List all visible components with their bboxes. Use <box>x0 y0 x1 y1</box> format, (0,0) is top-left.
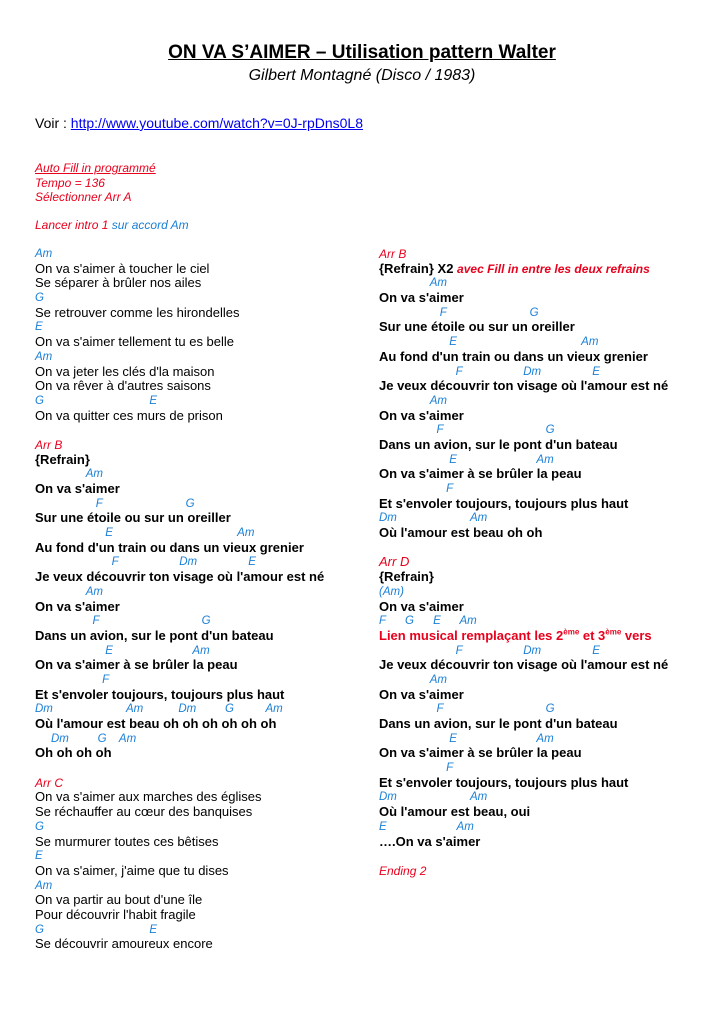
refrain-line: Et s'envoler toujours, toujours plus haut <box>35 686 285 702</box>
chord-line: G <box>35 292 44 305</box>
chord-line: F G <box>35 497 195 510</box>
chord-line: E Am <box>379 732 554 745</box>
chord-line: F Dm E <box>379 365 600 378</box>
chord-line: F <box>35 673 110 686</box>
lyric-line: Se séparer à brûler nos ailes <box>35 275 202 291</box>
refrain-line: ….On va s'aimer <box>379 833 481 849</box>
intro-instruction <box>35 218 189 232</box>
lien-text-mid: et 3 <box>579 627 606 643</box>
refrain-line: On va s'aimer à se brûler la peau <box>379 466 582 482</box>
refrain-x2-line <box>379 262 719 277</box>
chord-line: Am <box>379 394 447 407</box>
superscript: ème <box>563 627 580 637</box>
chord-line: F G E Am <box>379 615 477 628</box>
chord-line: E Am <box>35 644 210 657</box>
refrain-line: Oh oh oh oh <box>35 745 112 761</box>
section-label: Ending 2 <box>379 863 427 878</box>
refrain-line: Je veux découvrir ton visage où l'amour est né <box>379 657 669 673</box>
right-column <box>379 247 719 879</box>
chord-line: Dm Am <box>379 791 488 804</box>
refrain-line: Sur une étoile ou sur un oreiller <box>379 319 575 335</box>
refrain-line: Dans un avion, sur le pont d'un bateau <box>35 627 274 643</box>
refrain-line: On va s'aimer <box>379 598 464 614</box>
section-label: Arr C <box>35 775 63 790</box>
refrain-line: Où l'amour est beau oh oh <box>379 525 543 541</box>
lyric-line: Se murmurer toutes ces bêtises <box>35 833 219 849</box>
section-label: Arr B <box>35 437 63 452</box>
refrain-line: Je veux découvrir ton visage où l'amour est né <box>379 378 669 394</box>
refrain-line: On va s'aimer à se brûler la peau <box>379 745 582 761</box>
refrain-line: Et s'envoler toujours, toujours plus haut <box>379 774 629 790</box>
spacer <box>35 423 355 438</box>
lien-text-end: vers <box>621 627 652 643</box>
lyric-line: Se réchauffer au cœur des banquises <box>35 804 253 820</box>
chord-line: E Am <box>379 453 554 466</box>
lyric-line: On va s'aimer aux marches des églises <box>35 789 262 805</box>
chord-line: Am <box>35 879 53 892</box>
refrain-line: Au fond d'un train ou dans un vieux grenier <box>35 539 304 555</box>
chord-line: Am <box>35 468 103 481</box>
chord-line: F <box>379 762 454 775</box>
section-label: Arr B <box>379 247 407 261</box>
refrain-line: Dans un avion, sur le pont d'un bateau <box>379 436 618 452</box>
chord-line: F G <box>379 424 555 437</box>
lyric-line: Se découvrir amoureux encore <box>35 936 213 952</box>
chord-line: G <box>35 820 44 833</box>
refrain-line: On va s'aimer <box>379 290 464 306</box>
intro-suffix: sur accord Am <box>111 218 189 232</box>
lyric-line: On va partir au bout d'une île <box>35 892 203 908</box>
refrain-line: Sur une étoile ou sur un oreiller <box>35 510 231 526</box>
refrain-line: On va s'aimer <box>379 686 464 702</box>
chord-line: Am <box>379 277 447 290</box>
lyric-line: Pour découvrir l'habit fragile <box>35 906 196 922</box>
youtube-link[interactable]: http://www.youtube.com/watch?v=0J-rpDns0L8 <box>70 115 363 131</box>
chord-line: Am <box>35 585 103 598</box>
chord-line: E <box>35 850 43 863</box>
lyric-line: On va rêver à d'autres saisons <box>35 378 211 394</box>
section-label: Arr D <box>379 554 410 570</box>
chord-line: G E <box>35 394 158 407</box>
superscript: ème <box>605 627 622 637</box>
setting-arr: Sélectionner Arr A <box>35 190 132 204</box>
lyric-line: Se retrouver comme les hirondelles <box>35 304 240 320</box>
chord-line: F <box>379 483 454 495</box>
refrain-line: On va s'aimer <box>379 407 464 423</box>
chord-line: Dm G Am <box>35 732 137 745</box>
spacer <box>379 849 719 864</box>
document-title: ON VA S’AIMER – Utilisation pattern Walter <box>168 42 556 63</box>
refrain-line: Où l'amour est beau, oui <box>379 804 531 820</box>
refrain-line: On va s'aimer à se brûler la peau <box>35 657 238 673</box>
setting-tempo: Tempo = 136 <box>35 176 105 190</box>
spacer <box>379 541 719 556</box>
refrain-line: Dans un avion, sur le pont d'un bateau <box>379 716 618 731</box>
chord-line: E <box>35 321 43 334</box>
chord-line: F Dm E <box>35 556 256 569</box>
refrain-line: On va s'aimer <box>35 481 120 496</box>
refrain-line: Je veux découvrir ton visage où l'amour est né <box>35 569 325 585</box>
setting-autofill: Auto Fill in programmé <box>35 161 156 175</box>
lien-text: Lien musical remplaçant les 2 <box>379 627 564 643</box>
refrain-x2-label: {Refrain} X2 <box>379 260 458 276</box>
lyric-line: On va s'aimer à toucher le ciel <box>35 260 210 276</box>
chord-line: Am <box>379 673 447 686</box>
chord-line: G E <box>35 923 158 936</box>
document-subtitle: Gilbert Montagné (Disco / 1983) <box>248 67 476 84</box>
fill-note: avec Fill in entre les deux refrains <box>457 261 650 276</box>
chord-line: Am <box>35 248 53 260</box>
chord-line: Dm Am <box>379 512 488 525</box>
chord-line: F G <box>379 703 555 716</box>
chord-line: E Am <box>35 527 255 540</box>
lyric-line: On va s'aimer tellement tu es belle <box>35 334 235 350</box>
video-link-row <box>35 115 363 131</box>
refrain-line: Où l'amour est beau oh oh oh oh oh oh <box>35 716 277 731</box>
voir-label: Voir : <box>35 115 71 131</box>
chord-line: F G <box>379 306 539 319</box>
chord-line: E Am <box>379 336 599 349</box>
lien-musical-line <box>379 629 719 644</box>
chord-line: (Am) <box>379 585 404 598</box>
refrain-line: {Refrain} <box>35 451 90 467</box>
chord-line: Dm Am Dm G Am <box>35 703 283 716</box>
chord-line: F Dm E <box>379 644 600 657</box>
refrain-line: Au fond d'un train ou dans un vieux grenier <box>379 348 648 364</box>
lyric-line: On va jeter les clés d'la maison <box>35 363 215 379</box>
spacer <box>35 761 355 776</box>
refrain-line: {Refrain} <box>379 569 434 585</box>
left-column <box>35 247 355 952</box>
lyric-line: On va quitter ces murs de prison <box>35 407 223 423</box>
refrain-line: Et s'envoler toujours, toujours plus haut <box>379 495 629 511</box>
intro-prefix: Lancer intro 1 <box>35 218 112 232</box>
refrain-line: On va s'aimer <box>35 598 120 614</box>
chord-line: Am <box>35 350 53 363</box>
lyric-line: On va s'aimer, j'aime que tu dises <box>35 862 229 878</box>
chord-line: E Am <box>379 820 474 833</box>
chord-line: F G <box>35 615 211 628</box>
